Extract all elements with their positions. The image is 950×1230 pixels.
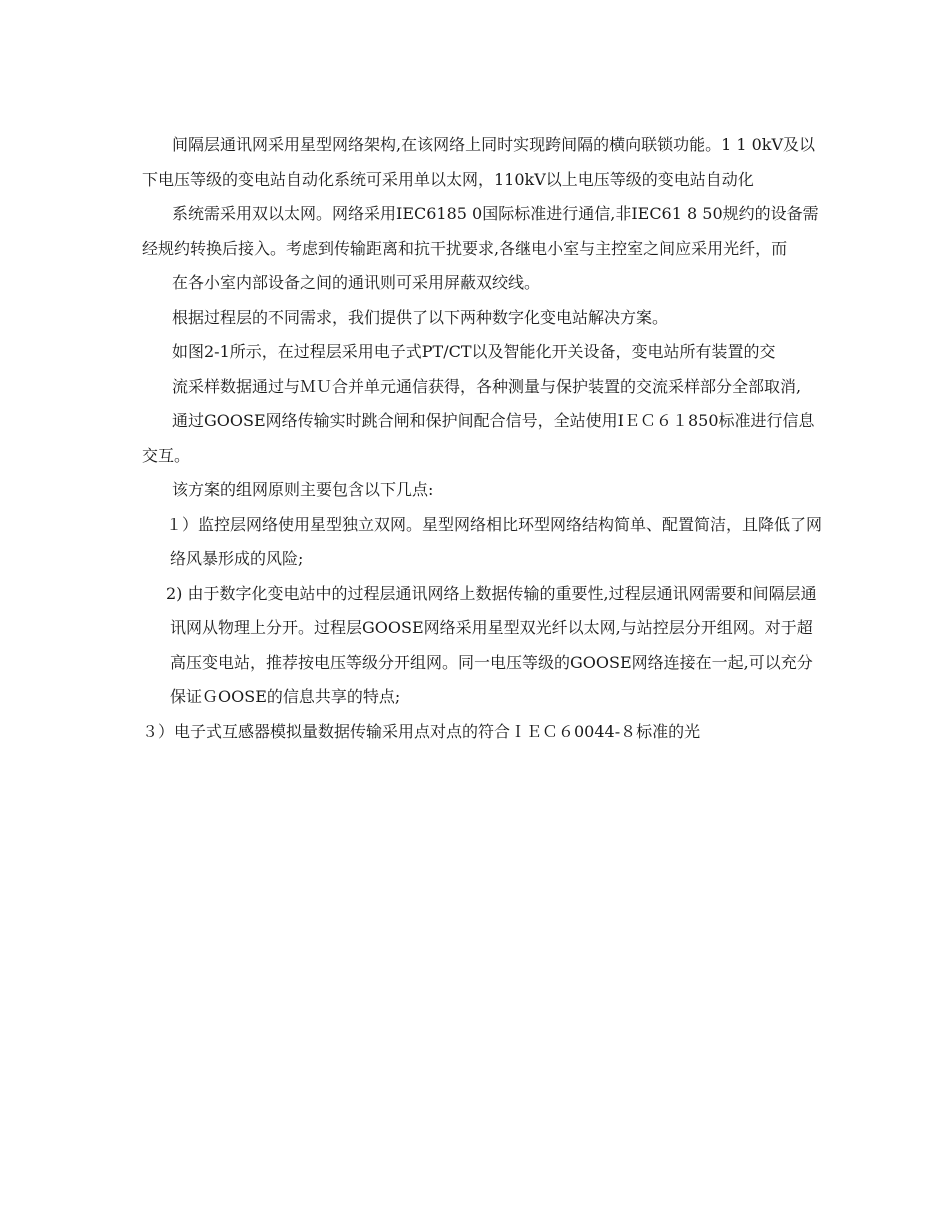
list-item-3: ３）电子式互感器模拟量数据传输采用点对点的符合ＩＥＣ６0044-８标准的光 <box>142 721 701 741</box>
paragraph-8: 该方案的组网原则主要包含以下几点: <box>172 480 434 499</box>
list-item-1: １）监控层网络使用星型独立双网。星型网络相比环型网络结构简单、配置简洁，且降低了网络风暴形成的风险; <box>166 514 823 568</box>
paragraph-3: 在各小室内部设备之间的通讯则可采用屏蔽双绞线。 <box>172 273 541 292</box>
paragraph-7: 通过GOOSE网络传输实时跳合闸和保护间配合信号，全站使用IＥＣ６１850标准进行信息交互。 <box>142 411 815 465</box>
paragraph-1: 间隔层通讯网采用星型网络架构,在该网络上同时实现跨间隔的横向联锁功能。1 1 0kV及以下电压等级的变电站自动化系统可采用单以太网，110kV以上电压等级的变电站自动化 <box>142 135 816 189</box>
paragraph-2: 系统需采用双以太网。网络采用IEC6185 0国际标准进行通信,非IEC61 8 50规约的设备需经规约转换后接入。考虑到传输距离和抗干扰要求,各继电小室与主控室之间应采用光纤，而 <box>142 204 819 258</box>
document-body <box>142 128 822 749</box>
list-item-2: 2) 由于数字化变电站中的过程层通讯网络上数据传输的重要性,过程层通讯网需要和间隔层通讯网从物理上分开。过程层GOOSE网络采用星型双光纤以太网,与站控层分开组网。对于超高压变电站，推荐按电压等级分开组网。同一电压等级的GOOSE网络连接在一起,可以充分保证ＧOOSE的信息共享的特点; <box>166 583 817 706</box>
paragraph-5: 如图2-1所示，在过程层采用电子式PT/CT以及智能化开关设备，变电站所有装置的交 <box>172 342 776 361</box>
paragraph-6: 流采样数据通过与ＭＵ合并单元通信获得，各种测量与保护装置的交流采样部分全部取消, <box>172 376 802 396</box>
paragraph-4: 根据过程层的不同需求，我们提供了以下两种数字化变电站解决方案。 <box>172 307 669 327</box>
